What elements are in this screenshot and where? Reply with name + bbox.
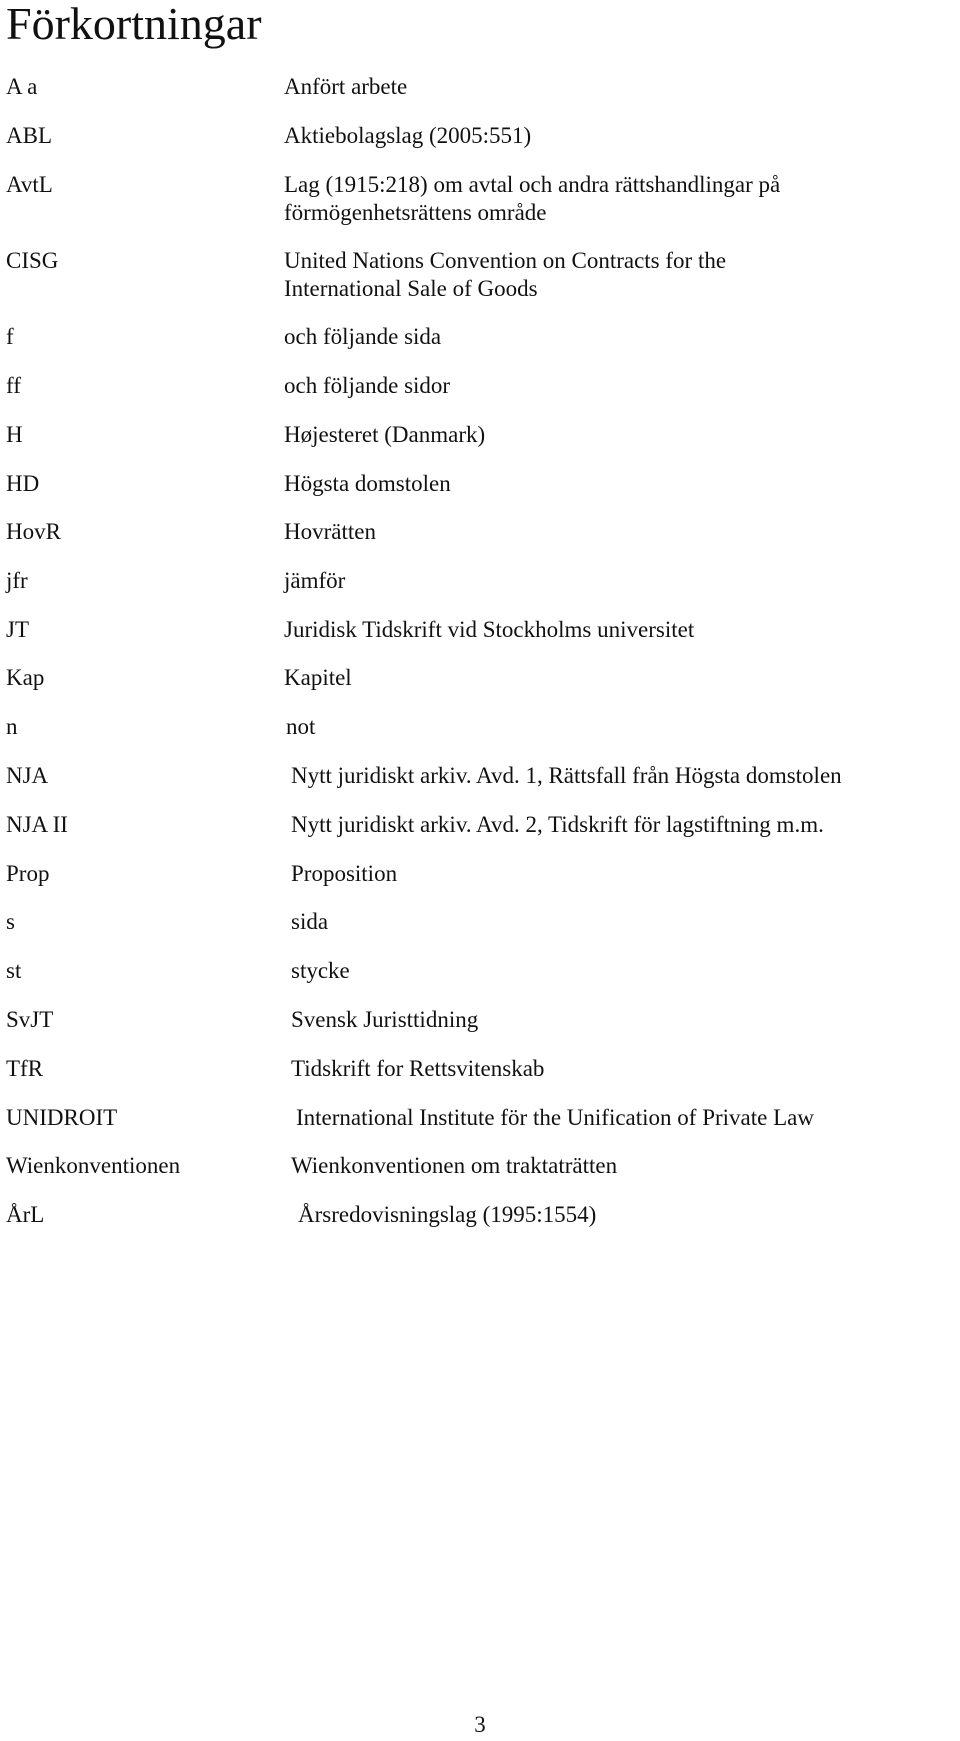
definition: Högsta domstolen (284, 471, 451, 496)
definition: sida (291, 909, 329, 934)
definition: Kapitel (284, 665, 352, 690)
abbreviation: A a (6, 74, 38, 99)
abbreviation: Kap (6, 665, 45, 690)
definition: Svensk Juristtidning (291, 1007, 479, 1032)
abbreviation: TfR (6, 1056, 44, 1081)
abbreviation: st (6, 958, 22, 983)
abbreviation: AvtL (6, 172, 53, 197)
abbreviation: HovR (6, 519, 61, 544)
page-title: Förkortningar (6, 0, 262, 49)
definition-line-1: United Nations Convention on Contracts for the (284, 248, 727, 273)
definition: International Institute för the Unification of Private Law (296, 1105, 814, 1130)
definition: Årsredovisningslag (1995:1554) (298, 1202, 597, 1227)
abbreviation: UNIDROIT (6, 1105, 118, 1130)
abbreviation: f (6, 324, 14, 349)
definition: Anfört arbete (284, 74, 408, 99)
definition: Nytt juridiskt arkiv. Avd. 1, Rättsfall från Högsta domstolen (291, 763, 842, 788)
definition: och följande sida (284, 324, 442, 349)
definition: Nytt juridiskt arkiv. Avd. 2, Tidskrift för lagstiftning m.m. (291, 812, 824, 837)
abbreviation: jfr (6, 568, 28, 593)
abbreviation: n (6, 714, 18, 739)
abbreviation: JT (6, 617, 29, 642)
abbreviation: SvJT (6, 1007, 54, 1032)
definition-line-2: International Sale of Goods (284, 276, 538, 301)
abbreviation: ff (6, 373, 21, 398)
abbreviation: HD (6, 471, 40, 496)
abbreviation: s (6, 909, 15, 934)
definition: not (286, 714, 316, 739)
definition: Aktiebolagslag (2005:551) (284, 123, 532, 148)
definition: Wienkonventionen om traktaträtten (291, 1153, 618, 1178)
definition-line-2: förmögenhetsrättens område (284, 200, 547, 225)
definition-line-1: Lag (1915:218) om avtal och andra rättshandlingar på (284, 172, 781, 197)
abbreviation: CISG (6, 248, 59, 273)
abbreviation: NJA II (6, 812, 68, 837)
definition: Proposition (291, 861, 398, 886)
definition: Tidskrift for Rettsvitenskab (291, 1056, 545, 1081)
definition: Hovrätten (284, 519, 376, 544)
definition: Juridisk Tidskrift vid Stockholms universitet (284, 617, 695, 642)
definition: Højesteret (Danmark) (284, 422, 486, 447)
abbreviation: H (6, 422, 23, 447)
abbreviation: ÅrL (6, 1202, 45, 1227)
definition: och följande sidor (284, 373, 451, 398)
page-number: 3 (474, 1712, 486, 1737)
abbreviation: Prop (6, 861, 50, 886)
abbreviation: Wienkonventionen (6, 1153, 181, 1178)
abbreviation: ABL (6, 123, 52, 148)
abbreviation: NJA (6, 763, 49, 788)
definition: stycke (291, 958, 350, 983)
definition: jämför (284, 568, 346, 593)
